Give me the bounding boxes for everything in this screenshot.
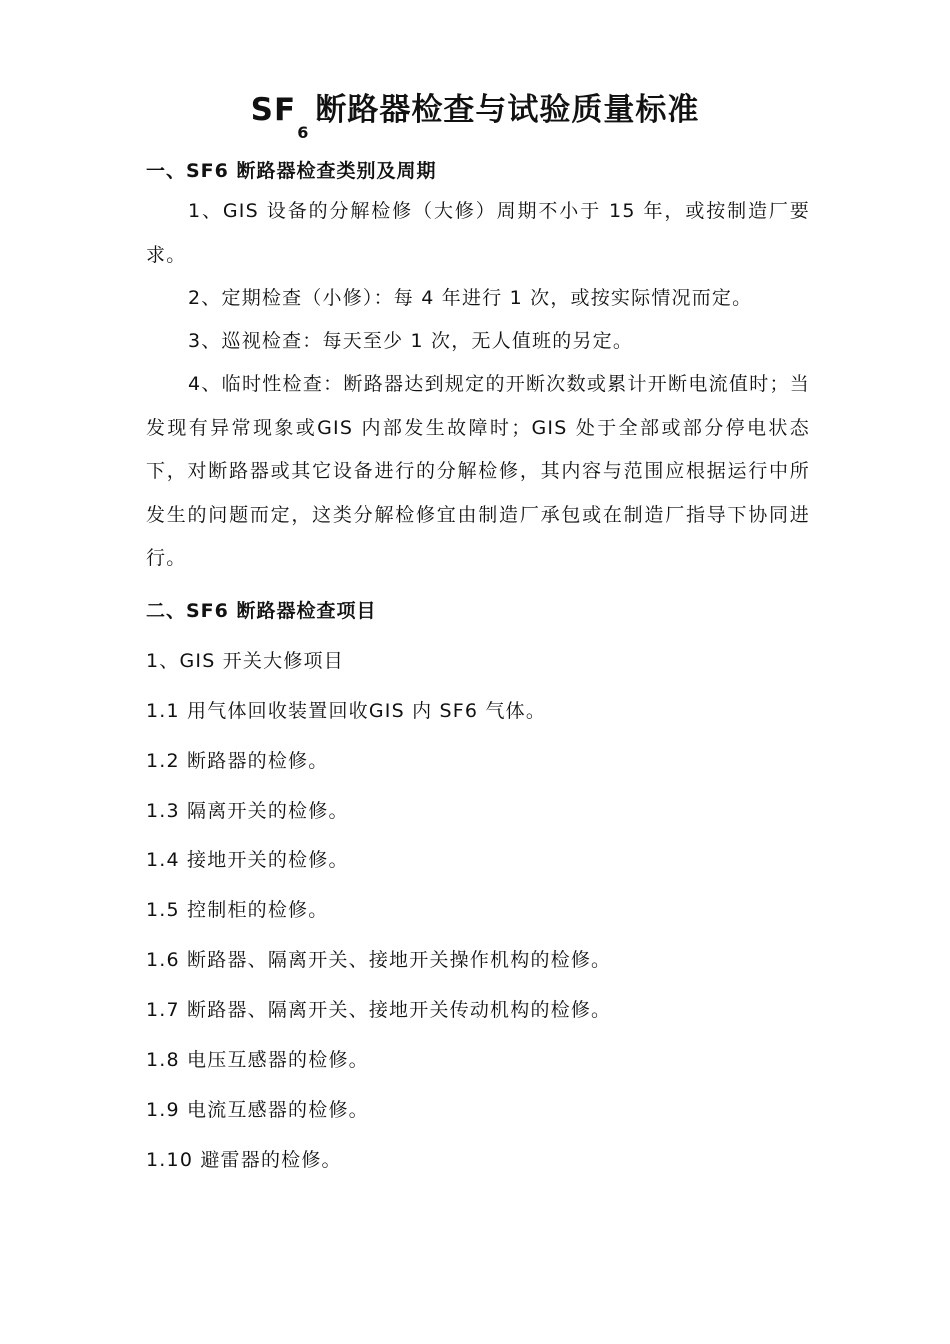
list-item: 1.5 控制柜的检修。: [146, 899, 329, 921]
title-rest: 断路器检查与试验质量标准: [315, 92, 700, 128]
list-item: 1.8 电压互感器的检修。: [146, 1049, 369, 1071]
section-heading-1: 一、SF6 断路器检查类别及周期: [146, 160, 437, 182]
title-subscript: 6: [297, 123, 310, 142]
section-heading-2: 二、SF6 断路器检查项目: [146, 600, 377, 622]
list-item: 1.3 隔离开关的检修。: [146, 800, 349, 822]
section-subheading: 1、GIS 开关大修项目: [146, 650, 344, 672]
paragraph-2: 2、定期检查（小修）：每 4 年进行 1 次，或按实际情况而定。: [188, 287, 753, 309]
list-item: 1.2 断路器的检修。: [146, 750, 329, 772]
list-item: 1.10 避雷器的检修。: [146, 1149, 342, 1171]
paragraph-4: 4、临时性检查：断路器达到规定的开断次数或累计开断电流值时；当发现有异常现象或GIS 内部发生故障时；GIS 处于全部或部分停电状态下，对断路器或其它设备进行的分解检修，其内容与范围应根据运行中所发生的问题而定，这类分解检修宜由制造厂承包或在制造厂指导下协同进行。: [146, 373, 810, 569]
paragraph-1: 1、GIS 设备的分解检修（大修）周期不小于 15 年，或按制造厂要求。: [146, 200, 810, 266]
list-item: 1.6 断路器、隔离开关、接地开关操作机构的检修。: [146, 949, 612, 971]
list-item: 1.4 接地开关的检修。: [146, 849, 349, 871]
title-main: SF: [250, 92, 297, 128]
paragraph-3: 3、巡视检查：每天至少 1 次，无人值班的另定。: [188, 330, 634, 352]
document-title: [0, 88, 950, 142]
list-item: 1.9 电流互感器的检修。: [146, 1099, 369, 1121]
list-item: 1.7 断路器、隔离开关、接地开关传动机构的检修。: [146, 999, 612, 1021]
list-item: 1.1 用气体回收装置回收GIS 内 SF6 气体。: [146, 700, 547, 722]
